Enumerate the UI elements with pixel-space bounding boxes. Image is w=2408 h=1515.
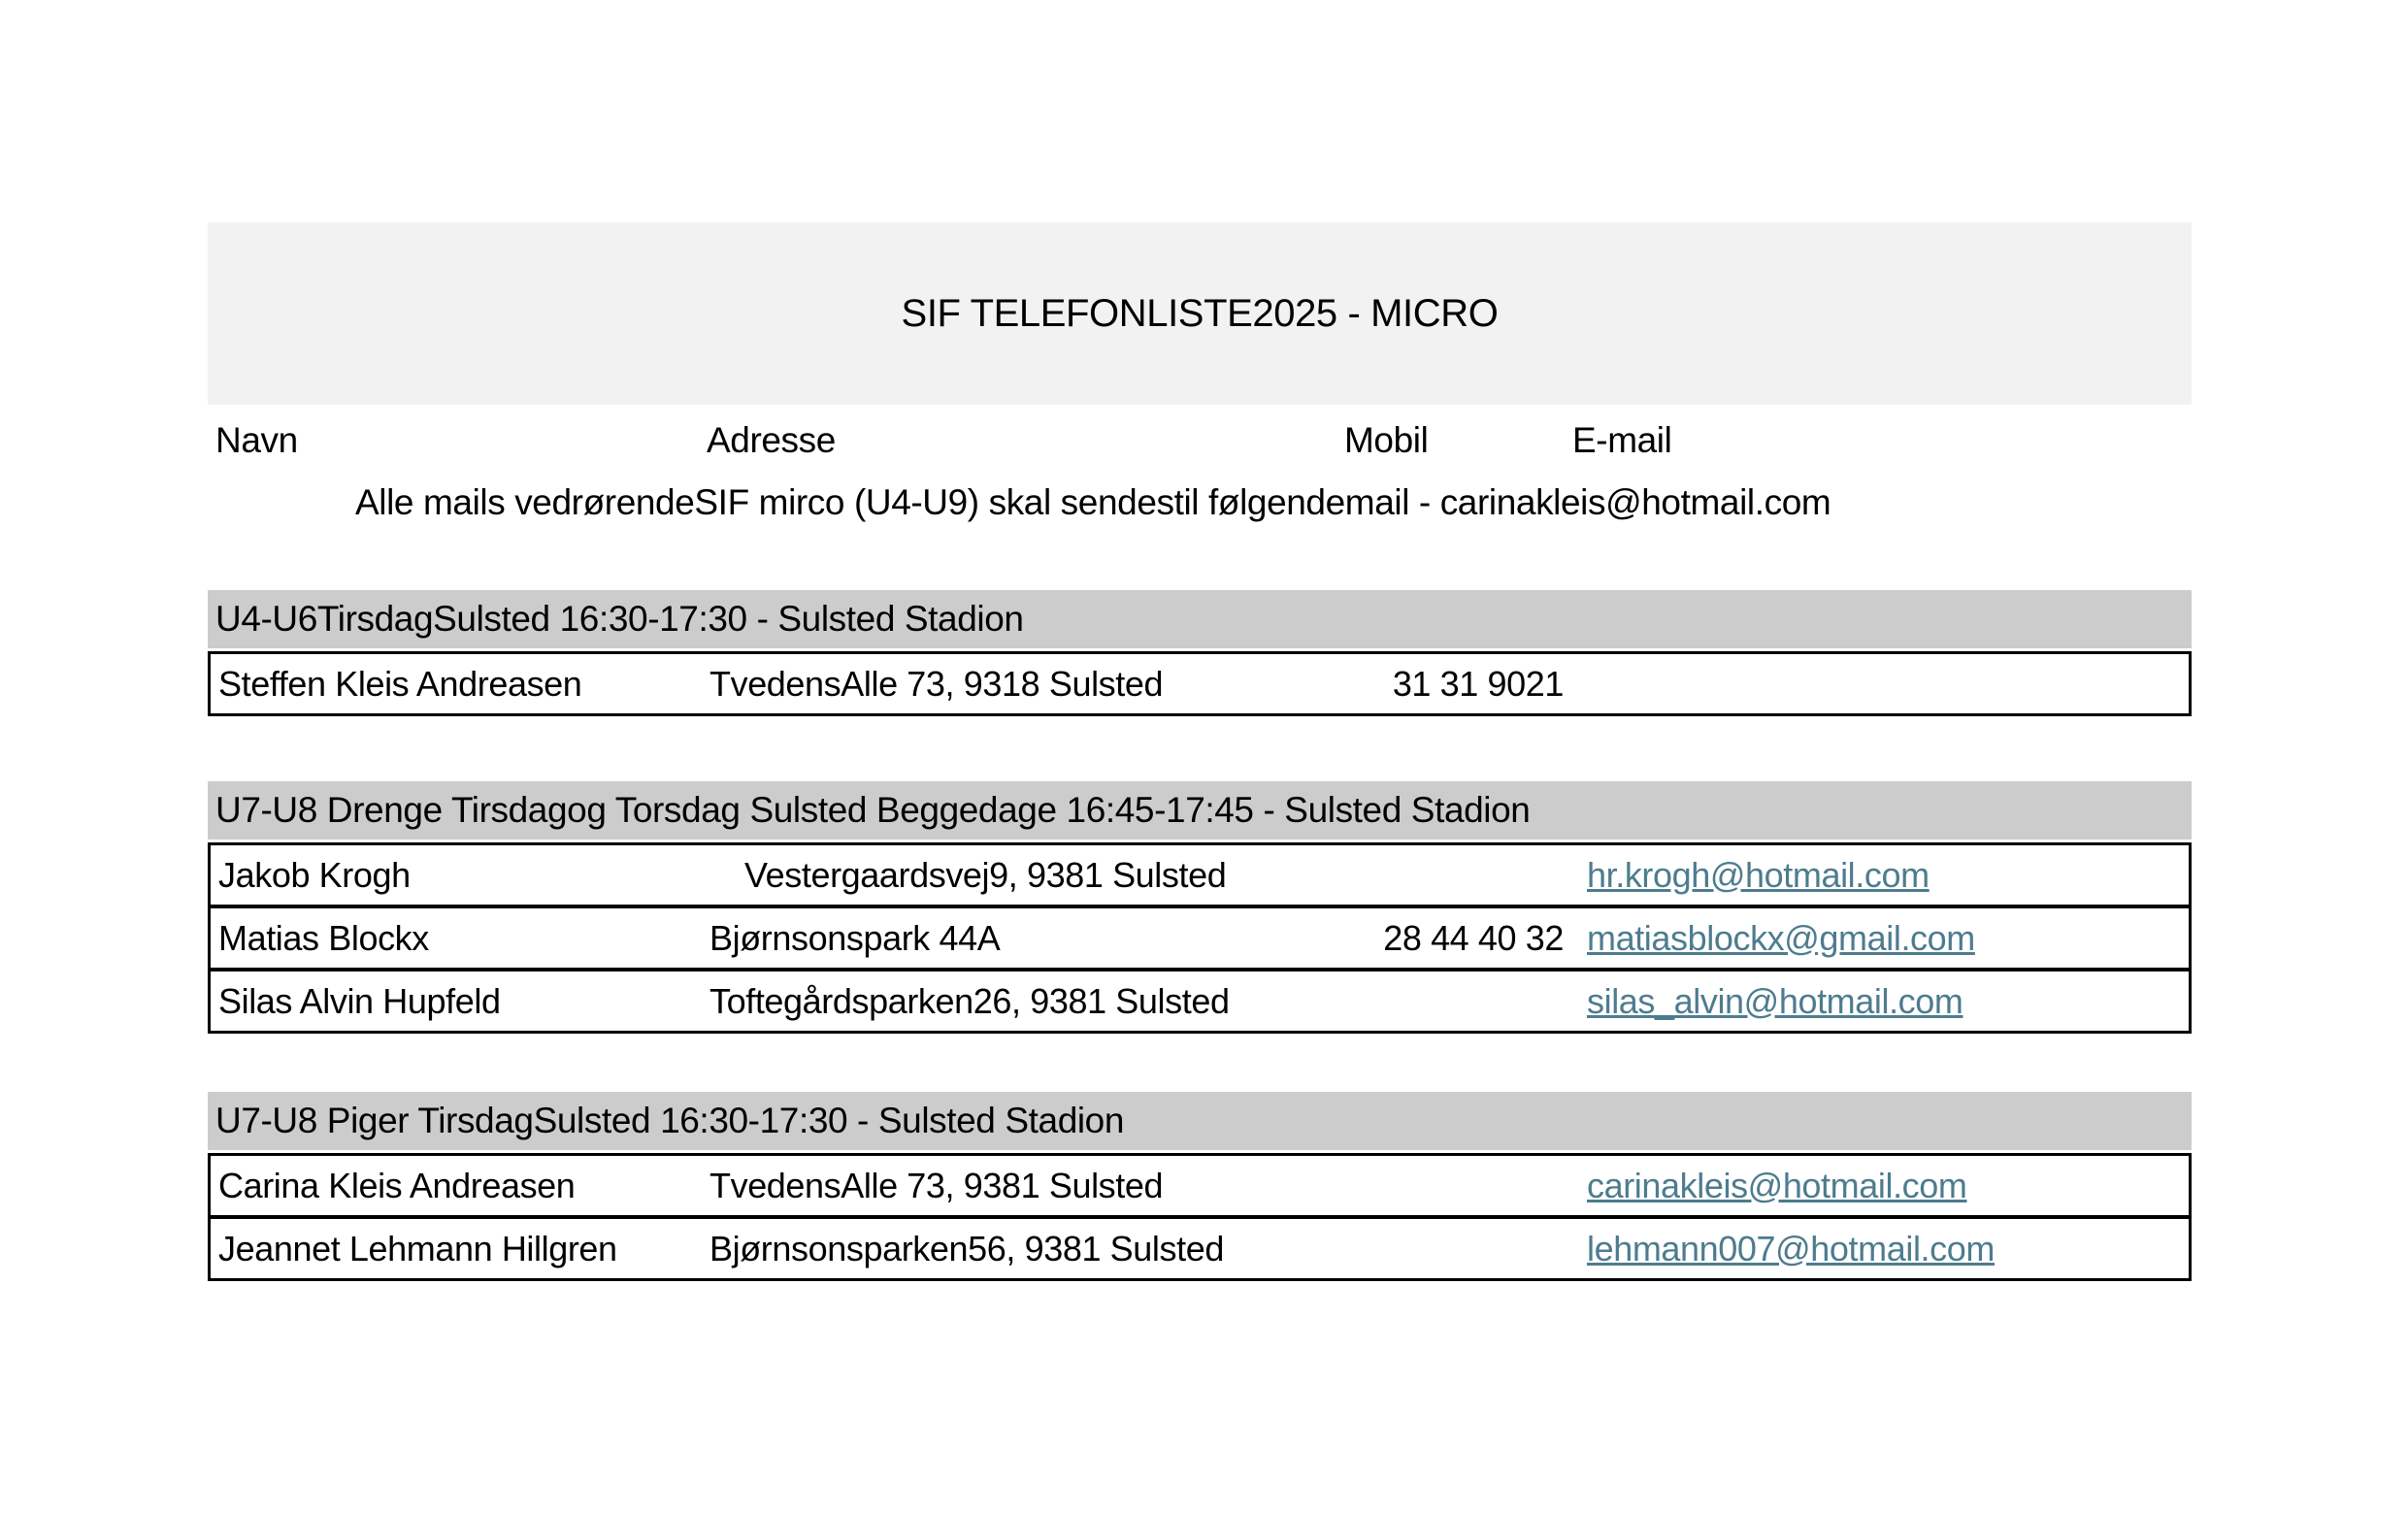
cell-email: [1571, 1166, 2189, 1206]
page-title: SIF TELEFONLISTE2025 - MICRO: [901, 291, 1499, 335]
email-link[interactable]: lehmann007@hotmail.com: [1587, 1228, 1995, 1268]
cell-name: Jeannet Lehmann Hillgren: [218, 1228, 617, 1268]
cell-name: Carina Kleis Andreasen: [218, 1165, 576, 1205]
sections-container: [208, 590, 2192, 1281]
column-header-mobil: Mobil: [1344, 420, 1429, 460]
section-header: U7-U8 Drenge Tirsdagog Torsdag Sulsted Beggedage 16:45-17:45 - Sulsted Stadion: [208, 781, 2192, 840]
team-section: [208, 1092, 2192, 1281]
note-text: Alle mails vedrørendeSIF mirco (U4-U9) skal sendestil følgendemail - carinakleis@hotmail.com: [355, 482, 1831, 522]
email-link[interactable]: silas_alvin@hotmail.com: [1587, 980, 1963, 1021]
cell-address: Toftegårdsparken26, 9381 Sulsted: [709, 980, 1230, 1021]
cell-email: [1571, 855, 2189, 896]
section-rows: [208, 1153, 2192, 1281]
cell-address: TvedensAlle 73, 9318 Sulsted: [709, 663, 1164, 704]
column-header-adresse: Adresse: [707, 420, 836, 460]
cell-email: [1571, 918, 2189, 959]
table-row: [211, 845, 2189, 905]
table-row: [211, 654, 2189, 713]
column-header-email: E-mail: [1572, 420, 1672, 460]
cell-email: [1571, 981, 2189, 1022]
email-link[interactable]: carinakleis@hotmail.com: [1587, 1165, 1967, 1205]
title-banner: [208, 222, 2192, 405]
cell-mobile: 31 31 9021: [1392, 663, 1564, 704]
cell-email: [1571, 1229, 2189, 1269]
cell-address: TvedensAlle 73, 9381 Sulsted: [709, 1165, 1164, 1205]
section-rows: [208, 842, 2192, 1034]
team-section: [208, 781, 2192, 1034]
document-content: [208, 222, 2192, 1281]
table-row: [211, 968, 2189, 1031]
section-rows: [208, 651, 2192, 716]
cell-address: Bjørnsonsparken56, 9381 Sulsted: [709, 1228, 1224, 1268]
cell-mobile: 28 44 40 32: [1383, 917, 1564, 958]
cell-name: Steffen Kleis Andreasen: [218, 663, 582, 704]
column-header-navn: Navn: [215, 420, 298, 460]
section-header: U4-U6TirsdagSulsted 16:30-17:30 - Sulsted Stadion: [208, 590, 2192, 648]
column-header-row: [208, 418, 2192, 463]
cell-address: Bjørnsonspark 44A: [709, 917, 1001, 958]
cell-name: Matias Blockx: [218, 917, 429, 958]
table-row: [211, 1215, 2189, 1278]
email-link[interactable]: hr.krogh@hotmail.com: [1587, 854, 1930, 895]
cell-name: Silas Alvin Hupfeld: [218, 980, 501, 1021]
email-link[interactable]: matiasblockx@gmail.com: [1587, 917, 1975, 958]
team-section: [208, 590, 2192, 716]
cell-address: Vestergaardsvej9, 9381 Sulsted: [744, 854, 1227, 895]
table-row: [211, 1156, 2189, 1215]
table-row: [211, 905, 2189, 968]
cell-name: Jakob Krogh: [218, 854, 411, 895]
section-header: U7-U8 Piger TirsdagSulsted 16:30-17:30 - Sulsted Stadion: [208, 1092, 2192, 1150]
